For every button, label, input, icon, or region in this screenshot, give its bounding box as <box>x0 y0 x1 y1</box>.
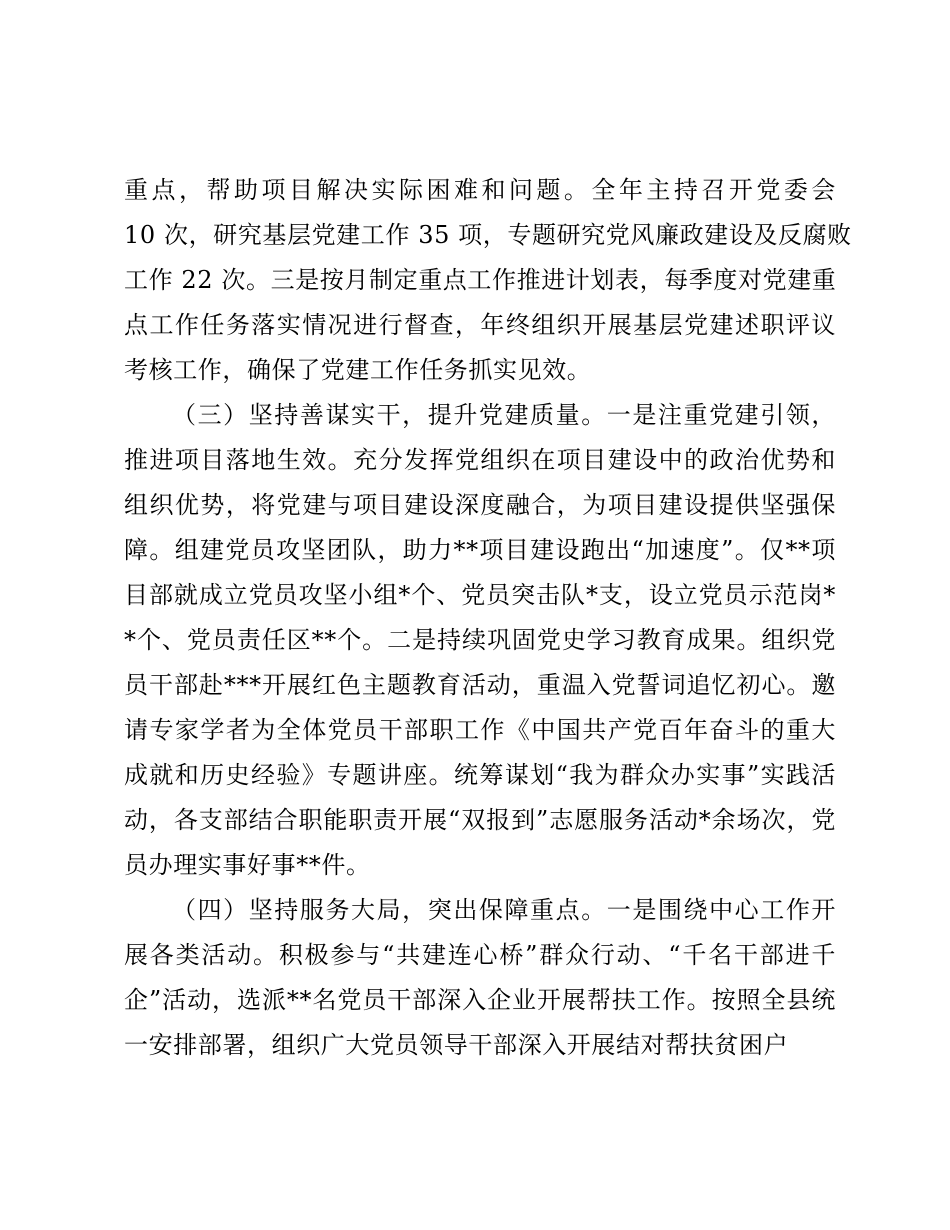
text-line: 请专家学者为全体党员干部职工作《中国共产党百年奋斗的重大 <box>124 716 836 744</box>
text-line: 目部就成立党员攻坚小组*个、党员突击队*支，设立党员示范岗* <box>124 581 836 609</box>
text-line: 展各类活动。积极参与“共建连心桥”群众行动、“千名干部进千 <box>124 941 836 969</box>
text-line: 重点，帮助项目解决实际困难和问题。全年主持召开党委会 <box>124 176 836 204</box>
text-line: *个、党员责任区**个。二是持续巩固党史学习教育成果。组织党 <box>124 626 836 654</box>
text-line: 组织优势，将党建与项目建设深度融合，为项目建设提供坚强保 <box>124 491 836 519</box>
text-line: 员办理实事好事**件。 <box>124 851 371 879</box>
text-line: 10 次，研究基层党建工作 35 项，专题研究党风廉政建设及反腐败 <box>124 221 852 249</box>
text-line: 障。组建党员攻坚团队，助力**项目建设跑出“加速度”。仅**项 <box>124 536 836 564</box>
text-line: 员干部赴***开展红色主题教育活动，重温入党誓词追忆初心。邀 <box>124 671 836 699</box>
section-heading-line: （四）坚持服务大局，突出保障重点。一是围绕中心工作开 <box>172 896 836 924</box>
text-line: 点工作任务落实情况进行督查，年终组织开展基层党建述职评议 <box>124 311 836 339</box>
text-line: 推进项目落地生效。充分发挥党组织在项目建设中的政治优势和 <box>124 446 836 474</box>
text-line: 动，各支部结合职能职责开展“双报到”志愿服务活动*余场次，党 <box>124 806 836 834</box>
text-line: 成就和历史经验》专题讲座。统筹谋划“我为群众办实事”实践活 <box>124 761 836 789</box>
text-line: 工作 22 次。三是按月制定重点工作推进计划表，每季度对党建重 <box>124 266 837 294</box>
text-line: 企”活动，选派**名党员干部深入企业开展帮扶工作。按照全县统 <box>124 986 836 1014</box>
text-line: 考核工作，确保了党建工作任务抓实见效。 <box>124 356 592 384</box>
section-heading-line: （三）坚持善谋实干，提升党建质量。一是注重党建引领， <box>172 401 836 429</box>
text-line: 一安排部署，组织广大党员领导干部深入开展结对帮扶贫困户 <box>124 1031 789 1059</box>
